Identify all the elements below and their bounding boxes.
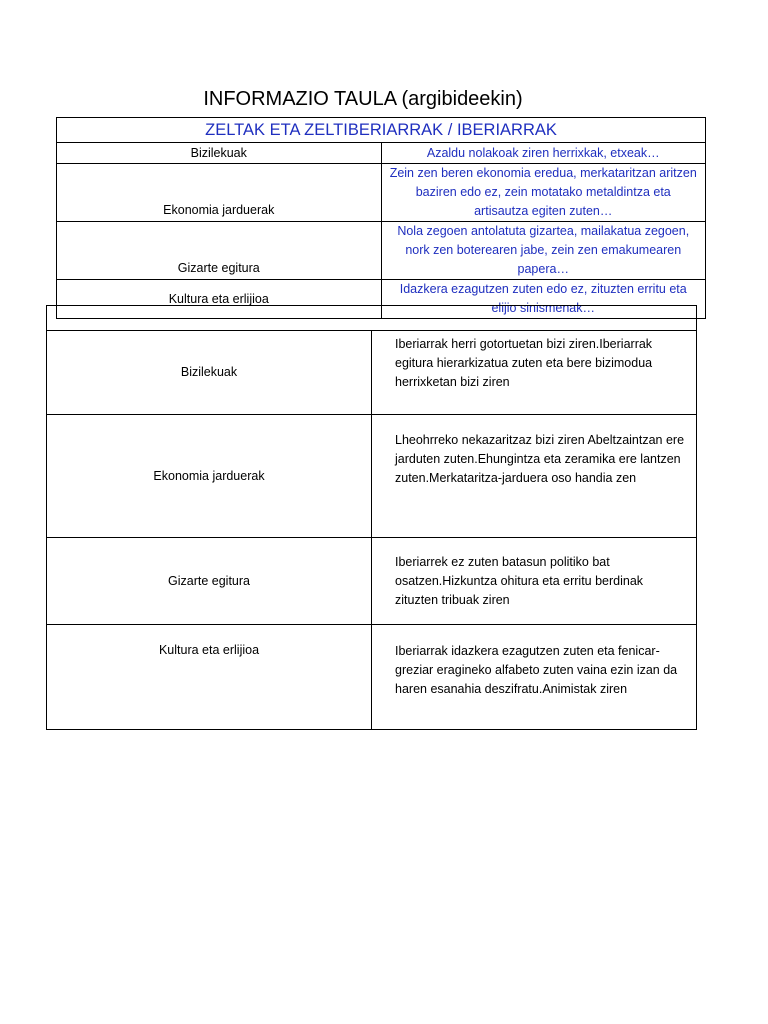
guide-row-label-gizarte: Gizarte egitura (57, 222, 382, 280)
guide-table-header: ZELTAK ETA ZELTIBERIARRAK / IBERIARRAK (57, 118, 706, 143)
answer-table (46, 305, 697, 730)
guide-row-label-bizilekuak: Bizilekuak (57, 143, 382, 164)
answer-row-label-bizilekuak: Bizilekuak (47, 331, 372, 415)
guide-row-label-ekonomia: Ekonomia jarduerak (57, 164, 382, 222)
guide-row-hint-kultura: Idazkera ezagutzen zuten edo ez, zituzten erritu eta elijio sinismenak… (381, 280, 706, 319)
guide-row-label-kultura: Kultura eta erlijioa (57, 280, 382, 319)
guide-table (56, 117, 706, 319)
guide-row-hint-bizilekuak: Azaldu nolakoak ziren herrixkak, etxeak… (381, 143, 706, 164)
answer-table-header (47, 306, 697, 331)
answer-row-label-ekonomia: Ekonomia jarduerak (47, 415, 372, 538)
answer-row-text-ekonomia: Lheohrreko nekazaritzaz bizi ziren Abeltzaintzan ere jarduten zuten.Ehungintza eta zeramika ere lantzen zuten.Merkataritza-jarduera oso handia zen (372, 415, 697, 538)
guide-row-hint-ekonomia: Zein zen beren ekonomia eredua, merkataritzan aritzen baziren edo ez, zein motatako metaldintza eta artisautza egiten zuten… (381, 164, 706, 222)
answer-row-label-kultura: Kultura eta erlijioa (47, 625, 372, 730)
answer-row-text-bizilekuak: Iberiarrak herri gotortuetan bizi ziren.Iberiarrak egitura hierarkizatua zuten eta bere bizimodua herrixketan bizi ziren (372, 331, 697, 415)
answer-row-label-gizarte: Gizarte egitura (47, 538, 372, 625)
guide-row-hint-gizarte: Nola zegoen antolatuta gizartea, mailakatua zegoen, nork zen boterearen jabe, zein zen emakumearen papera… (381, 222, 706, 280)
answer-row-text-kultura: Iberiarrak idazkera ezagutzen zuten eta fenicar-greziar eragineko alfabeto zuten vaina ezin izan da haren esanahia deszifratu.Animistak ziren (372, 625, 697, 730)
answer-row-text-gizarte: Iberiarrek ez zuten batasun politiko bat osatzen.Hizkuntza ohitura eta erritu berdinak zituzten tribuak ziren (372, 538, 697, 625)
document-title: INFORMAZIO TAULA (argibideekin) (203, 88, 523, 110)
